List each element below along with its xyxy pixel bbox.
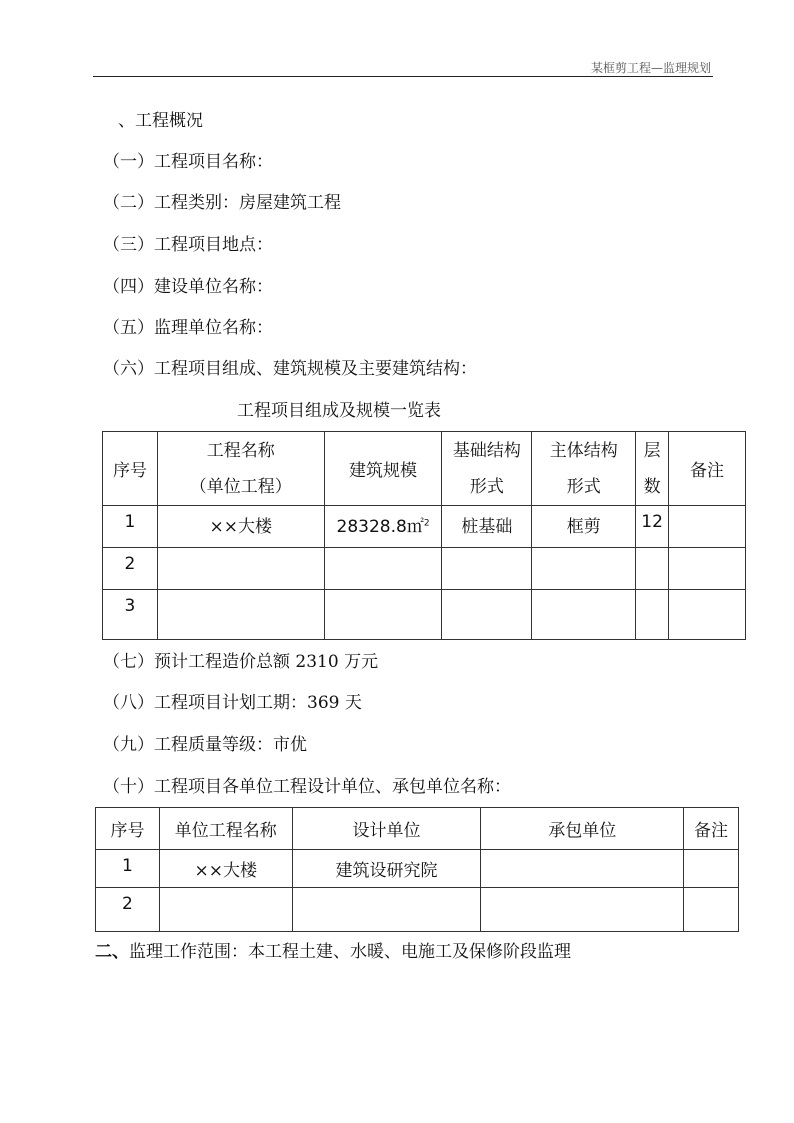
table2-row2-unit [159,888,292,932]
table2-header-row [96,808,739,850]
table2-header-seq: 序号 [96,808,160,850]
table1-header-floors-line1: 层 [643,440,661,461]
section-title-project-overview: 、工程概况 [118,111,203,131]
item-project-name: （一）工程项目名称： [103,152,273,172]
table1-header-foundation-line1: 基础结构 [452,440,521,461]
table1-row3-scale [324,590,442,640]
item-builder-name: （四）建设单位名称： [103,277,273,297]
table2-header-unit: 单位工程名称 [159,808,292,850]
item-project-composition: （六）工程项目组成、建筑规模及主要建筑结构： [103,359,477,379]
table1-header-floors [636,432,669,506]
table1-caption: 工程项目组成及规模一览表 [237,401,441,421]
table-row [103,506,746,548]
table-row [103,548,746,590]
table1-header-main-structure [532,432,636,506]
table1-header-main-line2: 形式 [566,476,601,497]
table1-header-row [103,432,746,506]
table-row [103,590,746,640]
table2-row1-unit: ××大楼 [159,850,292,888]
project-composition-table [102,431,746,640]
table1-row2-floors [636,548,669,590]
table1-row1-main: 框剪 [532,506,636,548]
item-quality-grade: （九）工程质量等级：市优 [103,735,307,755]
table2-row1-remark [684,850,739,888]
table2-row2-remark [684,888,739,932]
table1-header-remark: 备注 [669,432,746,506]
header-rule [93,76,713,77]
item-planned-duration: （八）工程项目计划工期：369 天 [103,693,362,713]
table2-row1-seq: 1 [96,850,160,888]
table1-row2-remark [669,548,746,590]
table-row [96,850,739,888]
table2-row2-seq: 2 [96,888,160,932]
table1-row1-seq: 1 [103,506,158,548]
section2-number: 二、 [95,942,129,962]
table1-row1-foundation: 桩基础 [442,506,532,548]
section2-text: 监理工作范围：本工程土建、水暖、电施工及保修阶段监理 [129,942,571,962]
table-row [96,888,739,932]
table1-row1-name: ××大楼 [157,506,324,548]
table1-row3-foundation [442,590,532,640]
table1-row1-scale-value: 28328.8㎡ [336,517,424,537]
table1-row1-floors: 12 [636,506,669,548]
table1-header-name-line1: 工程名称 [206,440,275,461]
item-project-location: （三）工程项目地点： [103,235,273,255]
item-project-category: （二）工程类别：房屋建筑工程 [103,193,341,213]
table2-header-design: 设计单位 [292,808,481,850]
design-contractor-table [95,807,739,932]
table1-row2-name [157,548,324,590]
table2-row1-contractor [481,850,684,888]
page-header-title: 某框剪工程—监理规划 [590,61,711,75]
table2-header-remark: 备注 [684,808,739,850]
table1-header-scale: 建筑规模 [324,432,442,506]
table2-row1-design: 建筑设研究院 [292,850,481,888]
table2-row2-contractor [481,888,684,932]
table1-header-floors-line2: 数 [643,476,661,497]
table1-row3-seq: 3 [103,590,158,640]
item-estimated-cost: （七）预计工程造价总额 2310 万元 [103,652,379,672]
table1-header-main-line1: 主体结构 [549,440,618,461]
table1-header-foundation-line2: 形式 [469,476,504,497]
table1-row2-main [532,548,636,590]
table1-row3-remark [669,590,746,640]
table1-row3-name [157,590,324,640]
table1-header-seq: 序号 [103,432,158,506]
table1-row3-floors [636,590,669,640]
table1-row3-main [532,590,636,640]
table1-header-name-line2: （单位工程） [189,476,292,497]
table1-row2-scale [324,548,442,590]
table1-row2-foundation [442,548,532,590]
item-supervisor-name: （五）监理单位名称： [103,318,273,338]
table1-row1-scale [324,506,442,548]
table2-row2-design [292,888,481,932]
section-title-supervision-scope [95,941,571,963]
table1-header-name [157,432,324,506]
table1-row2-seq: 2 [103,548,158,590]
table1-row1-scale-sup: 2 [423,518,430,529]
table2-header-contractor: 承包单位 [481,808,684,850]
table1-header-foundation [442,432,532,506]
table1-row1-remark [669,506,746,548]
item-design-contractor-units: （十）工程项目各单位工程设计单位、承包单位名称： [103,777,511,797]
